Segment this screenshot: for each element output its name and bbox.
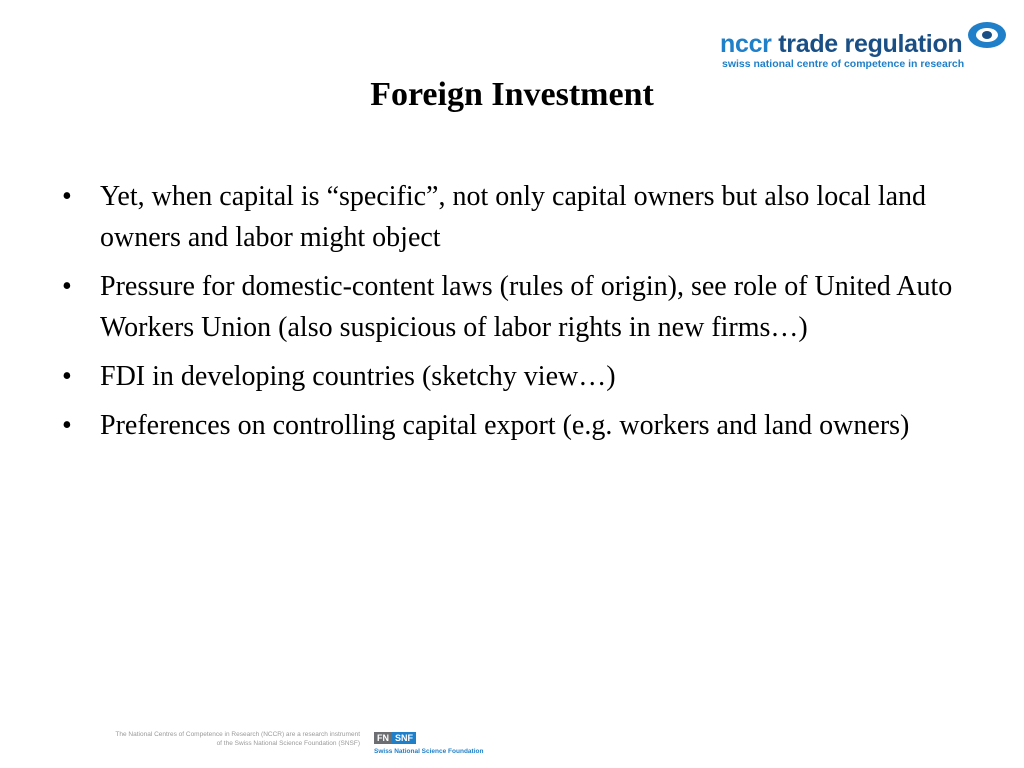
bullet-item bbox=[60, 266, 980, 348]
bullet-dot: • bbox=[62, 361, 72, 392]
bullet-list bbox=[60, 176, 980, 454]
footer-note-line: of the Swiss National Science Foundation (SNSF) bbox=[216, 740, 360, 747]
snf-logo bbox=[374, 728, 514, 755]
bullet-text: Yet, when capital is “specific”, not only capital owners but also local land owners and labor might object bbox=[100, 181, 927, 253]
bullet-dot: • bbox=[62, 271, 72, 302]
logo-wordmark bbox=[720, 30, 962, 59]
nccr-trade-regulation-logo bbox=[720, 14, 1012, 72]
bullet-dot: • bbox=[62, 181, 72, 212]
snf-logo-text: Swiss National Science Foundation bbox=[374, 748, 484, 755]
logo-subtitle: swiss national centre of competence in research bbox=[722, 58, 965, 70]
footer-note-line: The National Centres of Competence in Research (NCCR) are a research instrument bbox=[115, 731, 360, 738]
logo-word-trade-regulation: trade regulation bbox=[778, 30, 963, 58]
snf-logo-snf: SNF bbox=[392, 732, 416, 744]
snf-logo-fn: FN bbox=[374, 732, 392, 744]
slide-title: Foreign Investment bbox=[370, 76, 654, 113]
bullet-text: Pressure for domestic-content laws (rules of origin), see role of United Auto Workers Union (also suspicious of labor rights in new firms…) bbox=[100, 271, 953, 343]
eye-icon bbox=[966, 18, 1008, 52]
bullet-text: FDI in developing countries (sketchy view…) bbox=[100, 361, 616, 392]
bullet-item bbox=[60, 356, 980, 397]
bullet-item bbox=[60, 176, 980, 258]
logo-word-nccr: nccr bbox=[720, 30, 772, 58]
bullet-text: Preferences on controlling capital export (e.g. workers and land owners) bbox=[100, 410, 910, 441]
footer-note bbox=[60, 730, 360, 748]
bullet-item bbox=[60, 405, 980, 446]
bullet-dot: • bbox=[62, 410, 72, 441]
